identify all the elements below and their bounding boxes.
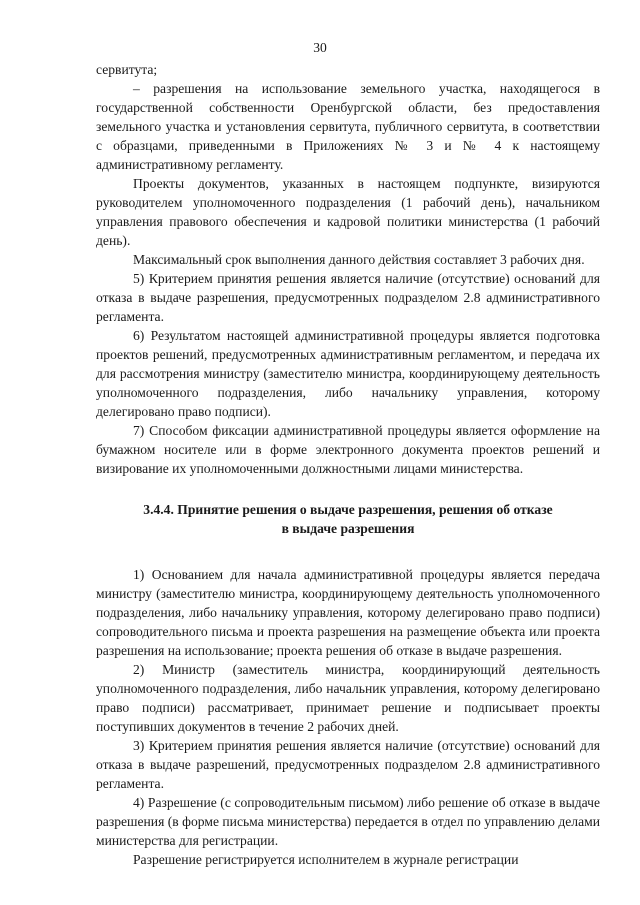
- paragraph: Разрешение регистрируется исполнителем в журнале регистрации: [133, 852, 519, 867]
- section-heading: [96, 500, 600, 538]
- paragraph: – разрешения на использование земельного участка, находящегося в государственной собственности Оренбургской области, без предоставления земельного участка и установления сервитута, публичного сервитута, в соответствии с образцами, приведенными в Приложениях № 3 и № 4 к настоящему административному регламенту.: [96, 81, 600, 172]
- paragraph: Проекты документов, указанных в настоящем подпункте, визируются руководителем уполномоченного подразделения (1 рабочий день), начальником управления правового обеспечения и кадровой политики министерства (1 рабочий день).: [96, 176, 600, 248]
- paragraph: 1) Основанием для начала административной процедуры является передача министру (заместителю министра, координирующему деятельность уполномоченного подразделения, либо начальнику управления, которому делегировано право подписи) сопроводительного письма и проекта разрешения на размещение объекта или проекта разрешения на использование; проекта решения об отказе в выдаче разрешения.: [96, 567, 600, 658]
- page-content: [96, 60, 600, 869]
- section-heading-line: в выдаче разрешения: [281, 521, 415, 536]
- paragraphs-before-heading: [96, 60, 600, 478]
- paragraph: 4) Разрешение (с сопроводительным письмом) либо решение об отказе в выдаче разрешения (в форме письма министерства) передается в отдел по управлению делами министерства для регистрации.: [96, 795, 600, 848]
- paragraph: Максимальный срок выполнения данного действия составляет 3 рабочих дня.: [133, 252, 585, 267]
- section-heading-line: 3.4.4. Принятие решения о выдаче разрешения, решения об отказе: [143, 502, 553, 517]
- page-number: 30: [313, 40, 327, 55]
- paragraph: сервитута;: [96, 62, 158, 77]
- paragraph: 3) Критерием принятия решения является наличие (отсутствие) оснований для отказа в выдаче разрешений, предусмотренных подразделом 2.8 административного регламента.: [96, 738, 600, 791]
- paragraphs-after-heading: [96, 565, 600, 869]
- paragraph: 7) Способом фиксации административной процедуры является оформление на бумажном носителе или в форме электронного документа проектов решений и визирование их уполномоченными должностными лицами министерства.: [96, 423, 600, 476]
- paragraph: 2) Министр (заместитель министра, координирующий деятельность уполномоченного подразделения, либо начальник управления, которому делегировано право подписи) рассматривает, принимает решение и подписывает проекты поступивших документов в течение 2 рабочих дней.: [96, 662, 600, 734]
- paragraph: 6) Результатом настоящей административной процедуры является подготовка проектов решений, предусмотренных административным регламентом, и передача их для рассмотрения министру (заместителю министра, координирующему деятельность уполномоченного подразделения, либо начальнику управления, которому делегировано право подписи).: [96, 328, 600, 419]
- paragraph: 5) Критерием принятия решения является наличие (отсутствие) оснований для отказа в выдаче разрешения, предусмотренных подразделом 2.8 административного регламента.: [96, 271, 600, 324]
